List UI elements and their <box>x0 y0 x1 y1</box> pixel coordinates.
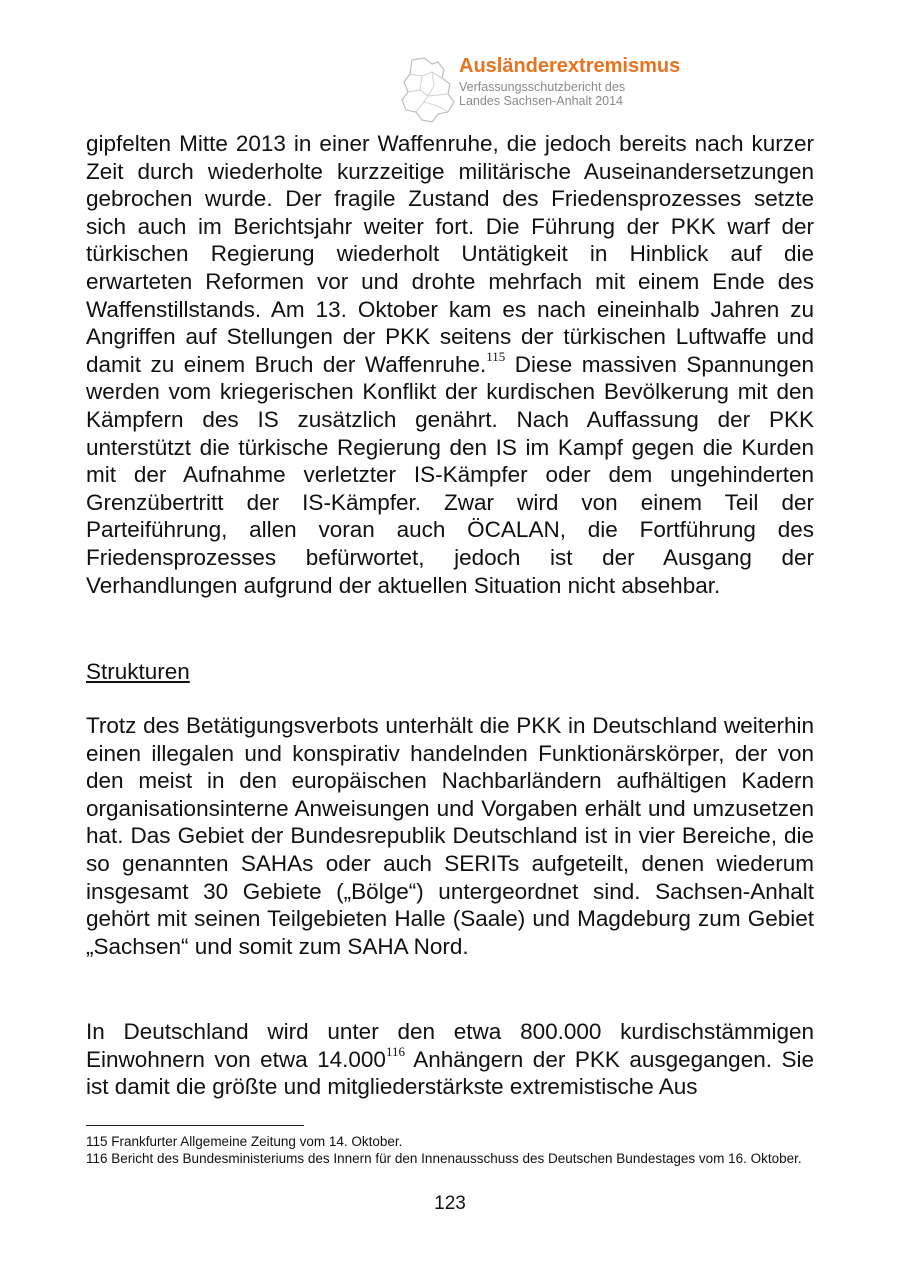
saxony-anhalt-map-icon <box>398 56 456 126</box>
paragraph-ceasefire-part1: gipfelten Mitte 2013 in einer Waffenruhe, die jedoch bereits nach kurzer Zeit durch wiederholte kurzzeitige militärische Auseinandersetzungen gebrochen wurde. Der fragile Zustand des Friedensprozesses setzte sich auch im Berichtsjahr weiter fort. Die Führung der PKK warf der türkischen Regierung wiederholt Untätigkeit in Hinblick auf die erwarteten Reformen vor und drohte mehrfach mit einem Ende des Waffenstillstands. Am 13. Oktober kam es nach eineinhalb Jahren zu Angriffen auf Stellungen der PKK seitens der türkischen Luftwaffe und damit zu einem Bruch der Waffenruhe. <box>86 131 814 377</box>
footnote-116: 116 Bericht des Bundesministeriums des Innern für den Innenausschuss des Deutschen Bundestages vom 16. Oktober. <box>86 1151 802 1166</box>
footnote-ref-116[interactable]: 116 <box>385 1043 405 1059</box>
footnotes <box>86 1133 814 1167</box>
section-heading-strukturen: Strukturen <box>86 659 190 684</box>
footnote-115: 115 Frankfurter Allgemeine Zeitung vom 14. Oktober. <box>86 1134 403 1149</box>
header-subtitle-line2: Landes Sachsen-Anhalt 2014 <box>459 94 624 108</box>
paragraph-supporters-part1: In Deutschland wird unter den etwa 800.000 kurdischstämmigen Einwohnern von etwa 14.000 <box>86 1019 814 1072</box>
paragraph-supporters <box>86 1018 814 1101</box>
footnote-ref-115[interactable]: 115 <box>486 348 506 364</box>
paragraph-supporters-part2: Anhängern der PKK ausgegangen. Sie ist damit die größte und mitgliederstärkste extremistische Aus <box>86 1046 814 1100</box>
header-subtitle <box>459 80 625 108</box>
paragraph-ceasefire <box>86 130 814 599</box>
header-subtitle-line1: Verfassungsschutzbericht des <box>459 80 626 94</box>
footnote-divider <box>86 1125 304 1126</box>
page-number: 123 <box>434 1193 466 1214</box>
header-title: Ausländerextremismus <box>459 55 681 77</box>
page-header <box>398 52 718 128</box>
paragraph-ceasefire-part2: Diese massiven Spannungen werden vom kriegerischen Konflikt der kurdischen Bevölkerung mit den Kämpfern des IS zusätzlich genährt. Nach Auffassung der PKK unterstützt die türkische Regierung den IS im Kampf gegen die Kurden mit der Aufnahme verletzter IS-Kämpfer oder dem ungehinderten Grenzübertritt der IS-Kämpfer. Zwar wird von einem Teil der Parteiführung, allen voran auch ÖCALAN, die Fortführung des Friedensprozesses befürwortet, jedoch ist der Ausgang der Verhandlungen aufgrund der aktuellen Situation nicht absehbar. <box>86 351 814 598</box>
paragraph-structures: Trotz des Betätigungsverbots unterhält die PKK in Deutschland weiterhin einen illegalen und konspirativ handelnden Funktionärskörper, der von den meist in den europäischen Nachbarländern aufhältigen Kadern organisationsinterne Anweisungen und Vorgaben erhält und umzusetzen hat. Das Gebiet der Bundesrepublik Deutschland ist in vier Bereiche, die so genannten SAHAs oder auch SERITs aufgeteilt, denen wiederum insgesamt 30 Gebiete („Bölge“) untergeordnet sind. Sachsen-Anhalt gehört mit seinen Teilgebieten Halle (Saale) und Magdeburg zum Gebiet „Sachsen“ und somit zum SAHA Nord. <box>86 713 814 959</box>
